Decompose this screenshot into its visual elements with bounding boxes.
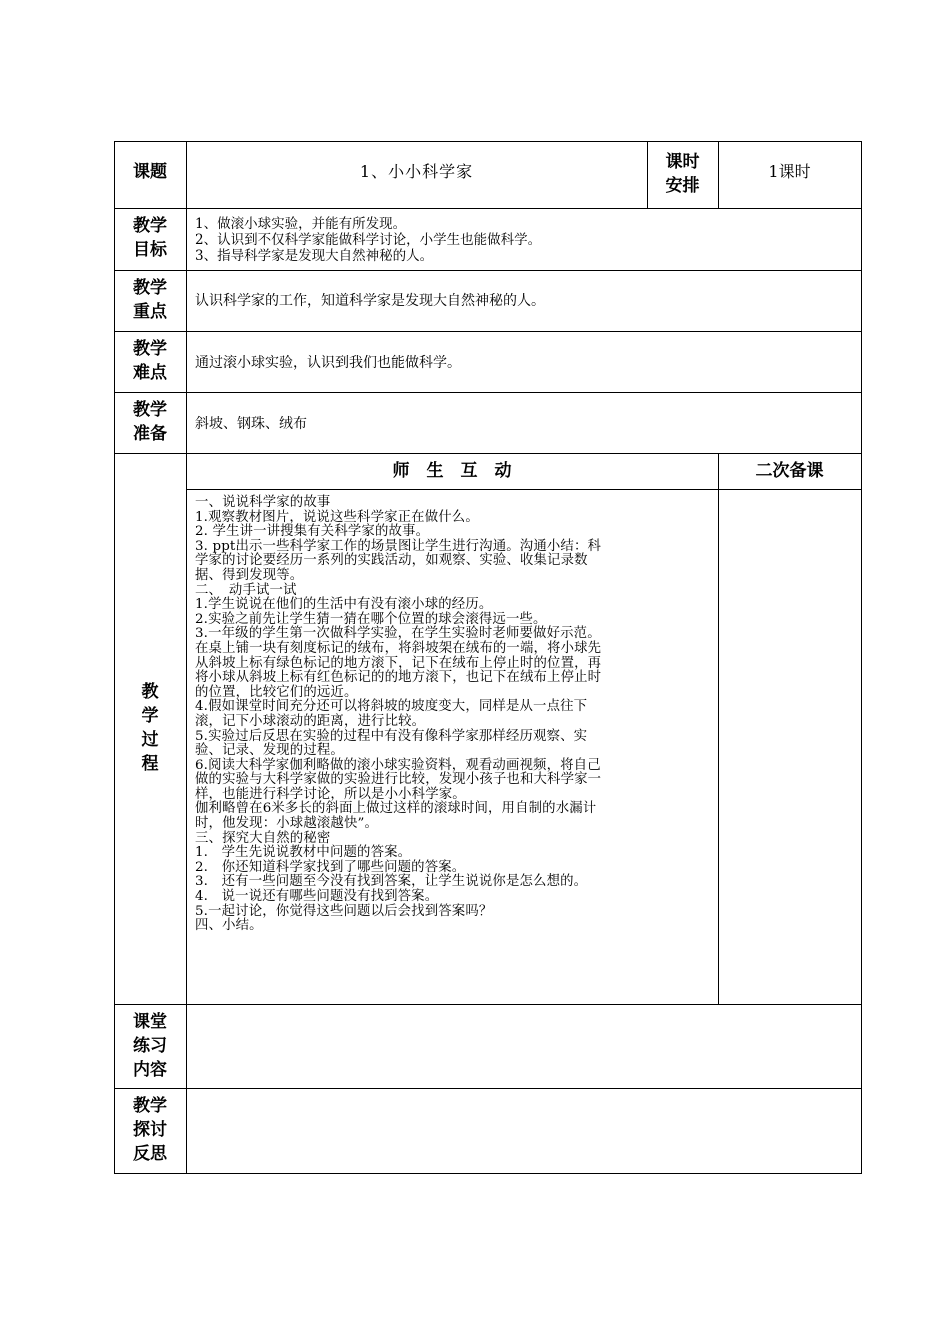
goals-line-1: 1、做滚小球实验，并能有所发现。 [195, 216, 407, 232]
process-content [195, 496, 715, 934]
goals-line-3: 3、指导科学家是发现大自然神秘的人。 [195, 248, 434, 264]
process-line: 1.观察教材图片，说说这些科学家正在做什么。 [195, 509, 479, 525]
process-line: 5.实验过后反思在实验的过程中有没有像科学家那样经历观察、实 [195, 728, 588, 744]
process-line: 4. 说一说还有哪些问题没有找到答案。 [195, 889, 439, 905]
process-line: 5.一起讨论，你觉得这些问题以后会找到答案吗？ [195, 903, 493, 919]
process-label-char-1: 教 [141, 682, 159, 702]
process-line: 伽利略曾在6米多长的斜面上做过这样的滚球时间，用自制的水漏计 [195, 801, 597, 817]
second-prep-header: 二次备课 [755, 461, 824, 481]
goals-line-2: 2、认识到不仅科学家能做科学讨论，小学生也能做科学。 [195, 232, 542, 248]
practice-label-line2: 练习 [133, 1036, 167, 1056]
process-line: 3. ppt出示一些科学家工作的场景图让学生进行沟通。沟通小结：科 [195, 538, 602, 554]
interaction-header: 师 生 互 动 [392, 461, 512, 481]
preparation-label-line1: 教学 [133, 400, 167, 420]
process-line: 2. 你还知道科学家找到了哪些问题的答案。 [195, 859, 466, 875]
focus-label-line2: 重点 [133, 302, 167, 322]
topic-value: 1、小小科学家 [359, 162, 474, 181]
focus-text: 认识科学家的工作，知道科学家是发现大自然神秘的人。 [195, 293, 545, 309]
process-line: 据、得到发现等。 [195, 567, 304, 583]
process-label-char-4: 程 [141, 754, 159, 774]
process-label-char-3: 过 [141, 730, 159, 750]
reflection-label-line2: 探讨 [133, 1120, 167, 1140]
goals-label-line2: 目标 [133, 240, 167, 260]
process-line: 3.一年级的学生第一次做科学实验，在学生实验时老师要做好示范。 [195, 626, 601, 642]
practice-label-line3: 内容 [133, 1060, 167, 1080]
process-line: 验、记录、发现的过程。 [195, 743, 344, 759]
schedule-value: 1课时 [768, 162, 811, 181]
focus-label-line1: 教学 [133, 278, 167, 298]
preparation-text: 斜坡、钢珠、绒布 [195, 416, 307, 432]
reflection-label-line3: 反思 [133, 1144, 167, 1164]
process-line: 从斜坡上标有绿色标记的地方滚下，记下在绒布上停止时的位置，再 [195, 655, 602, 671]
difficulty-label-line1: 教学 [133, 339, 167, 359]
process-line: 2. 学生讲一讲搜集有关科学家的故事。 [195, 524, 430, 540]
topic-label: 课题 [133, 162, 167, 182]
process-line: 1.学生说说在他们的生活中有没有滚小球的经历。 [195, 597, 493, 613]
process-line: 4.假如课堂时间充分还可以将斜坡的坡度变大，同样是从一点往下 [195, 699, 588, 715]
schedule-label-line2: 安排 [665, 176, 700, 196]
process-line: 二、 动手试一试 [195, 582, 297, 598]
process-line: 样，也能进行科学讨论，所以是小小科学家。 [195, 786, 466, 802]
difficulty-text: 通过滚小球实验，认识到我们也能做科学。 [195, 355, 461, 371]
process-line: 学家的讨论要经历一系列的实践活动，如观察、实验、收集记录数 [195, 553, 588, 569]
process-line: 时，他发现：小球越滚越快”。 [195, 816, 379, 832]
process-line: 一、说说科学家的故事 [195, 495, 331, 510]
process-line: 1. 学生先说说教材中问题的答案。 [195, 845, 412, 861]
process-line: 6.阅读大科学家伽利略做的滚小球实验资料，观看动画视频，将自己 [195, 757, 601, 773]
process-line: 2.实验之前先让学生猜一猜在哪个位置的球会滚得远一些。 [195, 611, 547, 627]
process-line: 在桌上铺一块有刻度标记的绒布，将斜坡架在绒布的一端，将小球先 [195, 640, 602, 656]
process-line: 做的实验与大科学家做的实验进行比较，发现小孩子也和大科学家一 [195, 772, 602, 788]
reflection-label-line1: 教学 [133, 1096, 167, 1116]
process-line: 滚，记下小球滚动的距离，进行比较。 [195, 713, 426, 729]
process-line: 四、小结。 [195, 918, 263, 934]
preparation-label-line2: 准备 [133, 424, 167, 444]
practice-label-line1: 课堂 [133, 1012, 167, 1032]
process-line: 的位置，比较它们的远近。 [195, 684, 358, 700]
process-label-char-2: 学 [141, 706, 159, 726]
process-line: 将小球从斜坡上标有红色标记的的地方滚下，也记下在绒布上停止时 [195, 670, 602, 686]
goals-label-line1: 教学 [133, 216, 167, 236]
difficulty-label-line2: 难点 [133, 363, 167, 383]
process-line: 3. 还有一些问题至今没有找到答案，让学生说说你是怎么想的。 [195, 874, 588, 890]
schedule-label-line1: 课时 [665, 152, 700, 172]
process-line: 三、探究大自然的秘密 [195, 830, 331, 846]
